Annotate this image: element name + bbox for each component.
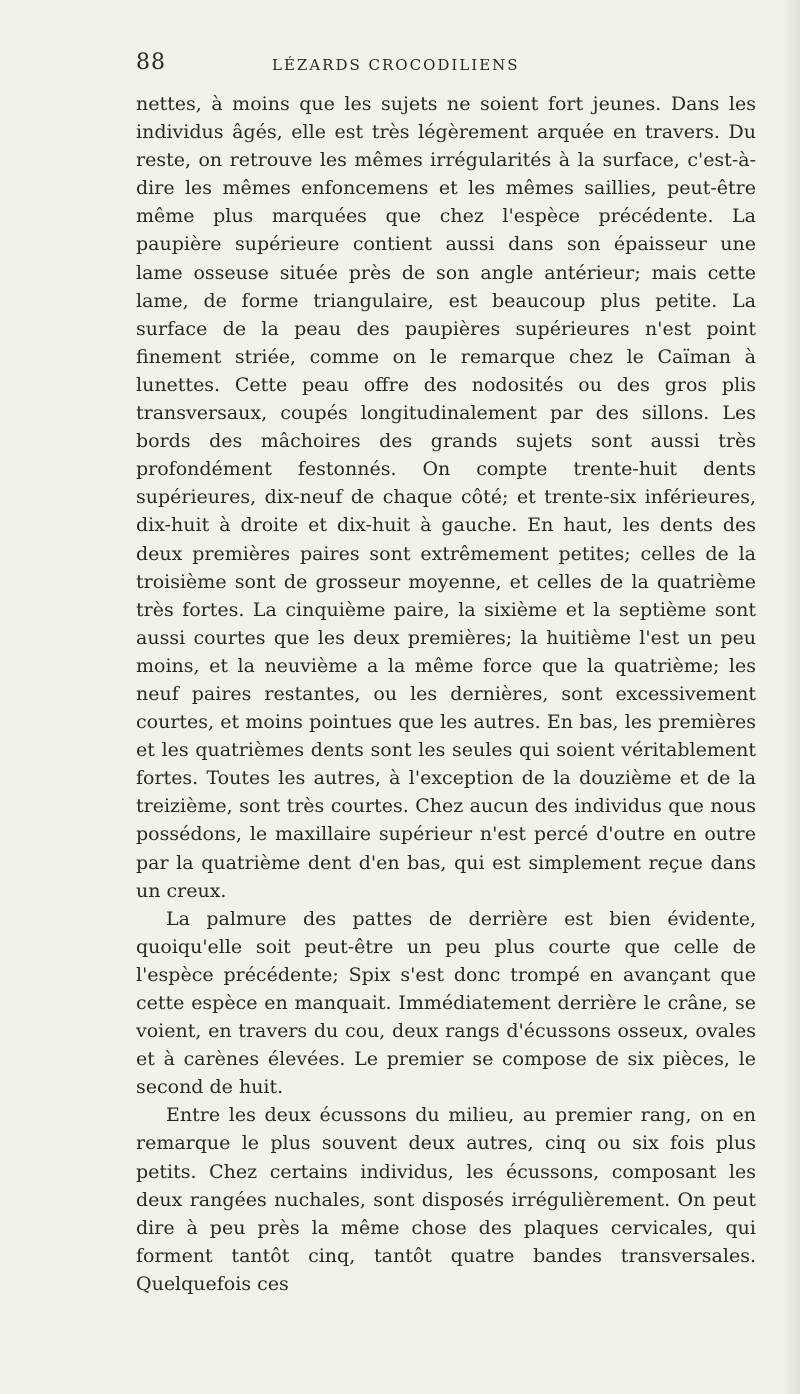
running-head [136, 50, 776, 90]
page-edge-shadow [782, 0, 800, 1394]
running-title: LÉZARDS CROCODILIENS [272, 56, 520, 74]
page-number: 88 [136, 50, 166, 75]
paragraph-1: nettes, à moins que les sujets ne soient fort jeunes. Dans les individus âgés, elle est très légèrement arquée en travers. Du reste, on retrouve les mêmes irrégularités à la surface, c'est-à-dire les mêmes enfoncemens et les mêmes saillies, peut-être même plus marquées que chez l'espèce précédente. La paupière supérieure contient aussi dans son épaisseur une lame osseuse située près de son angle antérieur; mais cette lame, de forme triangulaire, est beaucoup plus petite. La surface de la peau des paupières supérieures n'est point finement striée, comme on le remarque chez le Caïman à lunettes. Cette peau offre des nodosités ou des gros plis transversaux, coupés longitudinalement par des sillons. Les bords des mâchoires des grands sujets sont aussi très profondément festonnés. On compte trente-huit dents supérieures, dix-neuf de chaque côté; et trente-six inférieures, dix-huit à droite et dix-huit à gauche. En haut, les dents des deux premières paires sont extrêmement petites; celles de la troisième sont de grosseur moyenne, et celles de la quatrième très fortes. La cinquième paire, la sixième et la septième sont aussi courtes que les deux premières; la huitième l'est un peu moins, et la neuvième a la même force que la quatrième; les neuf paires restantes, ou les dernières, sont excessivement courtes, et moins pointues que les autres. En bas, les premières et les quatrièmes dents sont les seules qui soient véritablement fortes. Toutes les autres, à l'exception de la douzième et de la treizième, sont très courtes. Chez aucun des individus que nous possédons, le maxillaire supérieur n'est percé d'outre en outre par la quatrième dent d'en bas, qui est simplement reçue dans un creux. [136, 93, 756, 902]
paragraph-3: Entre les deux écussons du milieu, au premier rang, on en remarque le plus souvent deux autres, cinq ou six fois plus petits. Chez certains individus, les écussons, composant les deux rangées nuchales, sont disposés irrégulièrement. On peut dire à peu près la même chose des plaques cervicales, qui forment tantôt cinq, tantôt quatre bandes transversales. Quelquefois ces [136, 1104, 756, 1295]
body-text [136, 90, 756, 1298]
paragraph-2: La palmure des pattes de derrière est bien évidente, quoiqu'elle soit peut-être un peu plus courte que celle de l'espèce précédente; Spix s'est donc trompé en avançant que cette espèce en manquait. Immédiatement derrière le crâne, se voient, en travers du cou, deux rangs d'écussons osseux, ovales et à carènes élevées. Le premier se compose de six pièces, le second de huit. [136, 907, 756, 1099]
